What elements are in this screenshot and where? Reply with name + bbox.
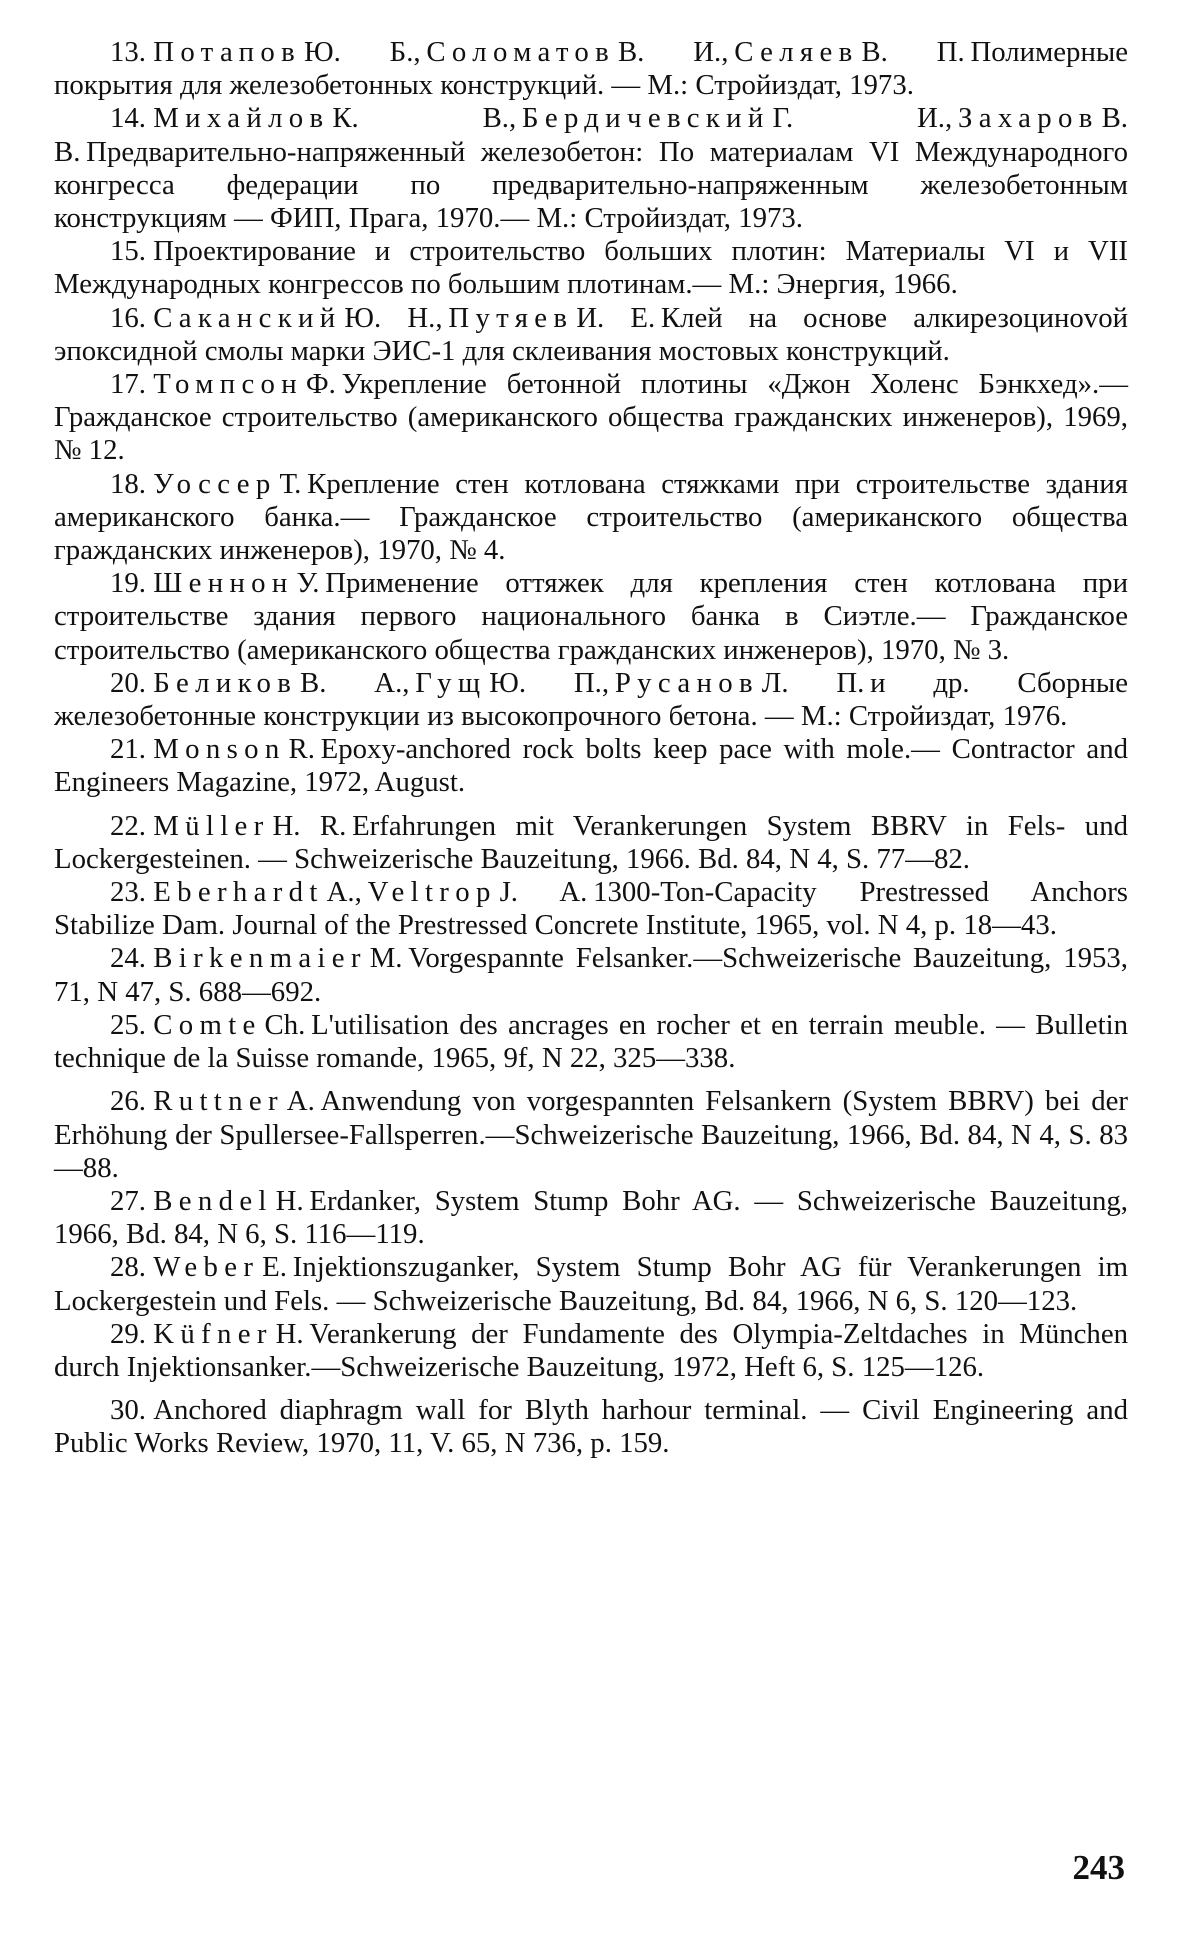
reference-initials: A.: [286, 1085, 315, 1118]
reference-number: 23.: [110, 876, 146, 909]
reference-text: Полимерные покрытия для железобетонных конструкций. — М.: Стройиздат, 1973.: [54, 36, 1128, 102]
reference-author: Müller: [153, 809, 270, 842]
reference-author: Соломатов: [426, 36, 616, 68]
reference-initials: E.: [262, 1251, 287, 1284]
reference-author: Ruttner: [153, 1085, 284, 1118]
reference-initials: Ф.: [305, 368, 336, 401]
reference-text: и др. Сборные железобетонные конструкции из высокопрочного бетона. — М.: Стройиздат, 1976.: [54, 666, 1128, 733]
reference-number: 16.: [110, 301, 146, 334]
reference-initials: К. В.,: [332, 102, 517, 135]
reference-number: 30.: [110, 1394, 146, 1427]
reference-number: 19.: [110, 567, 146, 600]
reference-item: [54, 368, 1128, 468]
reference-text: Применение оттяжек для крепления стен котлована при строительстве здания первого национального банка в Сиэтле.— Гражданское строительство (американского общества гражданских инженеров), 1970, № 3.: [54, 567, 1128, 666]
reference-item: [54, 1185, 1128, 1251]
reference-author: Bendel: [153, 1184, 273, 1217]
reference-text: Укрепление бетонной плотины «Джон Холенс Бэнкхед».— Гражданское строительство (американского общества гражданских инженеров), 1969, № 12.: [54, 368, 1128, 467]
reference-text: Крепление стен котлована стяжками при строительстве здания американского банка.— Гражданское строительство (американского общества гражданских инженеров), 1970, № 4.: [54, 467, 1128, 567]
reference-item: [54, 1009, 1128, 1075]
reference-initials: M.: [369, 942, 403, 975]
reference-author: Шеннон: [153, 567, 294, 600]
reference-item: [54, 733, 1128, 799]
reference-number: 15.: [110, 235, 146, 268]
reference-initials: В. В.: [54, 102, 1128, 168]
reference-initials: Ch.: [264, 1008, 306, 1041]
reference-author: Veltrop: [367, 876, 497, 909]
reference-author: Саканский: [153, 301, 342, 334]
reference-initials: A.,: [326, 876, 362, 909]
reference-author: Comte: [153, 1008, 262, 1041]
reference-item: [54, 1318, 1128, 1384]
reference-text: 1300-Ton-Capacity Prestressed Anchors Stabilize Dam. Journal of the Prestressed Concrete Institute, 1965, vol. N 4, p. 18—43.: [54, 876, 1128, 942]
reference-initials: H. R.: [272, 809, 347, 842]
reference-item: [54, 810, 1128, 876]
reference-initials: И. Е.: [576, 301, 656, 334]
reference-initials: H.: [275, 1184, 304, 1217]
reference-number: 17.: [110, 368, 146, 401]
reference-number: 28.: [110, 1251, 146, 1284]
reference-number: 20.: [110, 666, 146, 699]
reference-initials: В. И.,: [617, 36, 729, 68]
reference-initials: В. А.,: [300, 666, 410, 699]
reference-author: Русанов: [614, 666, 759, 699]
reference-initials: Ю. П.,: [489, 666, 610, 699]
reference-item: [54, 667, 1128, 733]
reference-text: Erdanker, System Stump Bohr AG. — Schweizerische Bauzeitung, 1966, Bd. 84, N 6, S. 116—119.: [54, 1184, 1128, 1251]
reference-author: Eberhardt: [153, 876, 324, 909]
reference-text: Anchored diaphragm wall for Blyth harhour terminal. — Civil Engineering and Public Works Review, 1970, 11, V. 65, N 736, p. 159.: [54, 1394, 1128, 1460]
reference-number: 26.: [110, 1085, 146, 1118]
reference-initials: Г. И.,: [772, 102, 953, 135]
page-number: 243: [1072, 1848, 1125, 1887]
reference-text: L'utilisation des ancrages en rocher et en terrain meuble. — Bulletin technique de la Suisse romande, 1965, 9f, N 22, 325—338.: [54, 1008, 1128, 1075]
reference-number: 22.: [110, 809, 146, 842]
reference-item: [54, 567, 1128, 667]
reference-author: Гущ: [415, 666, 487, 699]
reference-number: 25.: [110, 1008, 146, 1041]
reference-number: 18.: [110, 467, 146, 500]
reference-initials: У.: [296, 567, 320, 600]
reference-author: Селяев: [734, 36, 859, 68]
reference-number: 24.: [110, 942, 146, 975]
reference-initials: Т.: [279, 467, 302, 500]
reference-author: Küfner: [153, 1317, 273, 1350]
reference-author: Беликов: [153, 666, 298, 699]
reference-item: [54, 468, 1128, 568]
reference-number: 29.: [110, 1317, 146, 1350]
reference-initials: J. A.: [499, 876, 588, 909]
reference-text: Injektionszuganker, System Stump Bohr AG für Verankerungen im Lockergestein und Fels. — Schweizerische Bauzeitung, Bd. 84, 1966, N 6, S. 120—123.: [54, 1251, 1128, 1317]
reference-text: Vorgespannte Felsanker.—Schweizerische Bauzeitung, 1953, 71, N 47, S. 688—692.: [54, 942, 1128, 1008]
reference-initials: H.: [275, 1317, 304, 1350]
reference-initials: В. П.: [861, 36, 965, 68]
reference-initials: Л. П.: [761, 666, 865, 699]
reference-item: [54, 1394, 1128, 1460]
reference-text: Verankerung der Fundamente des Olympia-Zeltdaches in München durch Injektionsanker.—Schweizerische Bauzeitung, 1972, Heft 6, S. 125—126.: [54, 1317, 1128, 1383]
reference-text: Anwendung von vorgespannten Felsankern (System BBRV) bei der Erhöhung der Spullersee-Fallsperren.—Schweizerische Bauzeitung, 1966, Bd. 84, N 4, S. 83—88.: [54, 1085, 1128, 1184]
reference-author: Weber: [153, 1251, 260, 1284]
reference-author: Михайлов: [153, 102, 330, 135]
reference-author: Birkenmaier: [153, 942, 367, 975]
reference-text: Предварительно-напряженный железобетон: По материалам VI Международного конгресса федерации по предварительно-напряженным железобетонным конструкциям — ФИП, Прага, 1970.— М.: Стройиздат, 1973.: [54, 135, 1128, 235]
reference-item: [54, 942, 1128, 1008]
reference-author: Томпсон: [153, 368, 304, 401]
reference-item: [54, 876, 1128, 942]
reference-number: 13.: [110, 36, 146, 68]
reference-author: Уоссер: [153, 467, 277, 500]
reference-initials: R.: [288, 733, 315, 766]
reference-initials: Ю. Б.,: [303, 36, 421, 68]
reference-author: Monson: [153, 733, 286, 766]
reference-item: [54, 102, 1128, 235]
reference-item: [54, 1251, 1128, 1317]
reference-author: Бердичевский: [521, 102, 770, 135]
reference-item: [54, 302, 1128, 368]
reference-text: Клей на основе алкирезоцинovой эпоксидной смолы марки ЭИС-1 для склеивания мостовых конструкций.: [54, 301, 1129, 367]
reference-number: 21.: [110, 733, 146, 766]
reference-number: 27.: [110, 1184, 146, 1217]
reference-text: Erfahrungen mit Verankerungen System BBRV in Fels- und Lockergesteinen. — Schweizerische Bauzeitung, 1966. Bd. 84, N 4, S. 77—82.: [54, 809, 1128, 875]
reference-author: Путяев: [448, 301, 574, 334]
reference-author: Потапов: [153, 36, 302, 68]
reference-list: [54, 36, 1128, 1461]
reference-item: [54, 235, 1128, 301]
reference-item: [54, 1085, 1128, 1185]
reference-author: Захаров: [957, 102, 1099, 135]
reference-item: [54, 36, 1128, 102]
reference-initials: Ю. Н.,: [344, 301, 443, 334]
reference-text: Epoxy-anchored rock bolts keep pace with mole.— Contractor and Engineers Magazine, 1972, August.: [54, 733, 1128, 799]
reference-number: 14.: [110, 102, 146, 135]
reference-text: Проектирование и строительство больших плотин: Материалы VI и VII Международных конгрессов по большим плотинам.— М.: Энергия, 1966.: [54, 235, 1128, 301]
